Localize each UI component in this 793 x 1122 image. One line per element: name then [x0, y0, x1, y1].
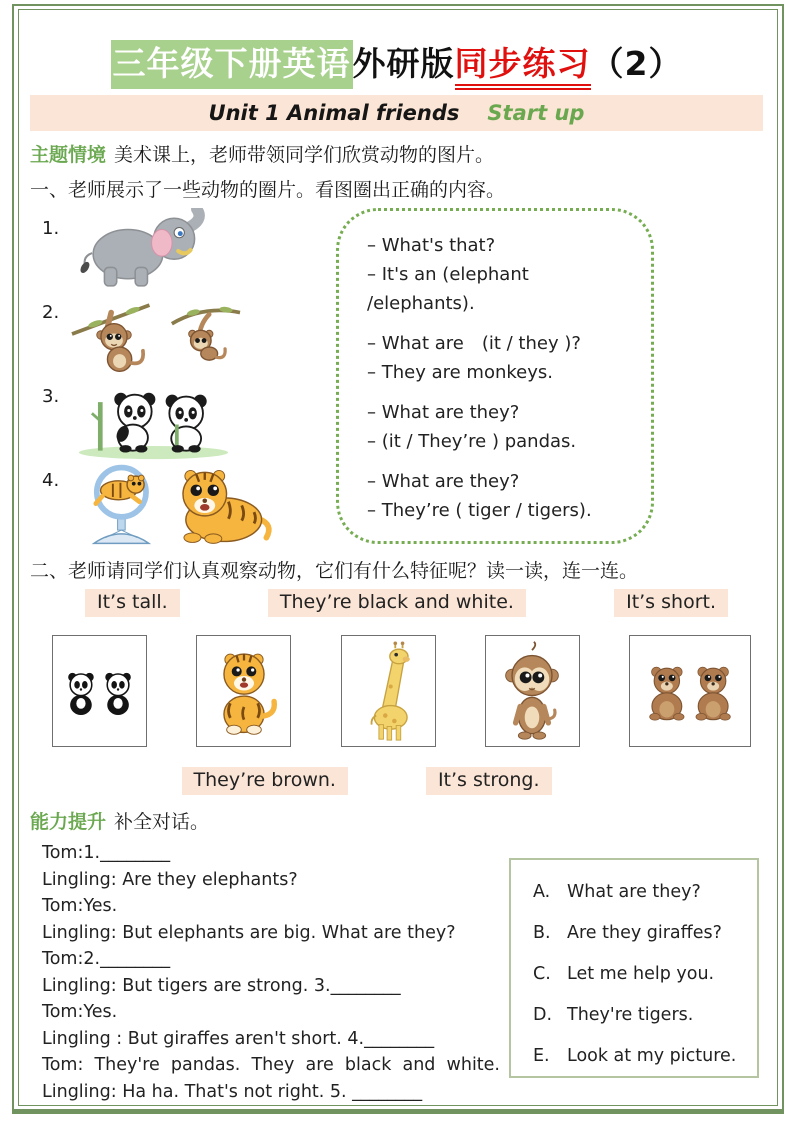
option-item — [533, 882, 747, 902]
option-text: They're tigers. — [567, 1005, 694, 1025]
option-item — [533, 1046, 747, 1066]
question-line: – What are (it / they )? — [367, 333, 581, 354]
answer-line: – (it / They’re ) pandas. — [367, 431, 577, 452]
intro-line — [30, 140, 763, 167]
option-text: Are they giraffes? — [567, 923, 722, 943]
section2-bottom-labels — [0, 767, 763, 795]
title-exercise-red: 同步练习 — [455, 44, 591, 90]
qa-pair — [367, 467, 641, 525]
unit-banner — [30, 95, 763, 131]
intro-badge: 主题情境 — [30, 144, 107, 166]
option-key: E. — [533, 1046, 550, 1066]
option-item — [533, 1005, 747, 1025]
question-line: – What's that? — [367, 235, 496, 256]
section3-instruction: 补全对话。 — [114, 811, 210, 833]
list-item — [30, 460, 330, 544]
section1-heading: 一、老师展示了一些动物的圈片。看图圈出正确的内容。 — [30, 179, 506, 201]
dialog-options-box — [336, 208, 654, 544]
tigers-image — [66, 460, 330, 550]
option-text: What are they? — [567, 882, 701, 902]
monkey-image — [494, 641, 570, 741]
question-line: – What are they? — [367, 471, 520, 492]
dialogue-line: Tom:Yes. — [42, 896, 118, 916]
feature-label: It’s strong. — [426, 767, 552, 795]
option-item — [533, 923, 747, 943]
title-grade-highlight: 三年级下册英语 — [111, 40, 353, 89]
item-number: 1. — [42, 218, 60, 239]
item-number: 2. — [42, 302, 60, 323]
qa-pair — [367, 398, 641, 456]
title-number: （2） — [590, 44, 683, 83]
pandas-image — [66, 376, 330, 460]
pandas-box — [52, 635, 147, 747]
feature-label: It’s short. — [614, 589, 728, 617]
section2-animal-boxes — [30, 635, 763, 747]
option-key: A. — [533, 882, 551, 902]
intro-text: 美术课上，老师带领同学们欣赏动物的图片。 — [114, 144, 495, 166]
section3-badge: 能力提升 — [30, 811, 107, 833]
list-item — [30, 292, 330, 376]
giraffe-box — [341, 635, 436, 747]
section1-picture-list — [30, 208, 330, 544]
pandas-small-image — [57, 656, 142, 726]
unit-subtitle: Start up — [487, 101, 585, 125]
option-key: B. — [533, 923, 551, 943]
bears-box — [629, 635, 751, 747]
dialogue-line: Lingling: But elephants are big. What are they? — [42, 922, 456, 943]
dialogue-line: Tom: They're pandas. They are black and white. — [42, 1055, 500, 1075]
section3-heading — [30, 807, 763, 834]
section2-heading: 二、老师请同学们认真观察动物，它们有什么特征呢？读一读，连一连。 — [30, 560, 639, 582]
tiger-box — [196, 635, 291, 747]
section1-body — [30, 208, 763, 544]
answer-line: – They are monkeys. — [367, 362, 553, 383]
option-key: C. — [533, 964, 551, 984]
section3-body — [30, 840, 763, 1105]
dialogue-line: Lingling: Are they elephants? — [42, 869, 298, 890]
monkey-box — [485, 635, 580, 747]
feature-label: It’s tall. — [85, 589, 180, 617]
option-text: Look at my picture. — [567, 1046, 737, 1066]
dialogue-line: Tom:1.________ — [42, 843, 171, 863]
dialogue-line: Tom:2.________ — [42, 949, 171, 969]
question-line: – What are they? — [367, 402, 520, 423]
bears-image — [634, 648, 746, 734]
giraffe-image — [353, 641, 423, 741]
item-number: 3. — [42, 386, 60, 407]
list-item — [30, 208, 330, 292]
answer-line: – It's an (elephant /elephants). — [367, 264, 529, 314]
option-text: Let me help you. — [567, 964, 715, 984]
page-title — [30, 38, 763, 85]
feature-label: They’re black and white. — [268, 589, 526, 617]
title-publisher: 外研版 — [352, 44, 455, 83]
monkeys-image — [66, 292, 330, 376]
dialogue-line: Tom:Yes. — [42, 1002, 118, 1022]
dialogue-column — [30, 840, 509, 1105]
item-number: 4. — [42, 470, 60, 491]
answer-options-box — [509, 858, 759, 1078]
qa-pair — [367, 329, 641, 387]
unit-title: Unit 1 Animal friends — [208, 101, 460, 125]
elephant-image — [66, 208, 330, 290]
tiger-small-image — [203, 643, 285, 739]
dialogue-line: Lingling: But tigers are strong. 3.________ — [42, 975, 401, 996]
dialogue-line: Lingling: Ha ha. That's not right. 5. ________ — [42, 1081, 423, 1102]
feature-label: They’re brown. — [182, 767, 348, 795]
section2-top-labels — [30, 589, 763, 617]
dialogue-line: Lingling : But giraffes aren't short. 4.________ — [42, 1028, 435, 1049]
option-key: D. — [533, 1005, 553, 1025]
qa-pair — [367, 231, 641, 318]
answer-line: – They’re ( tiger / tigers). — [367, 500, 592, 521]
worksheet-page — [30, 24, 763, 1105]
option-item — [533, 964, 747, 984]
list-item — [30, 376, 330, 460]
